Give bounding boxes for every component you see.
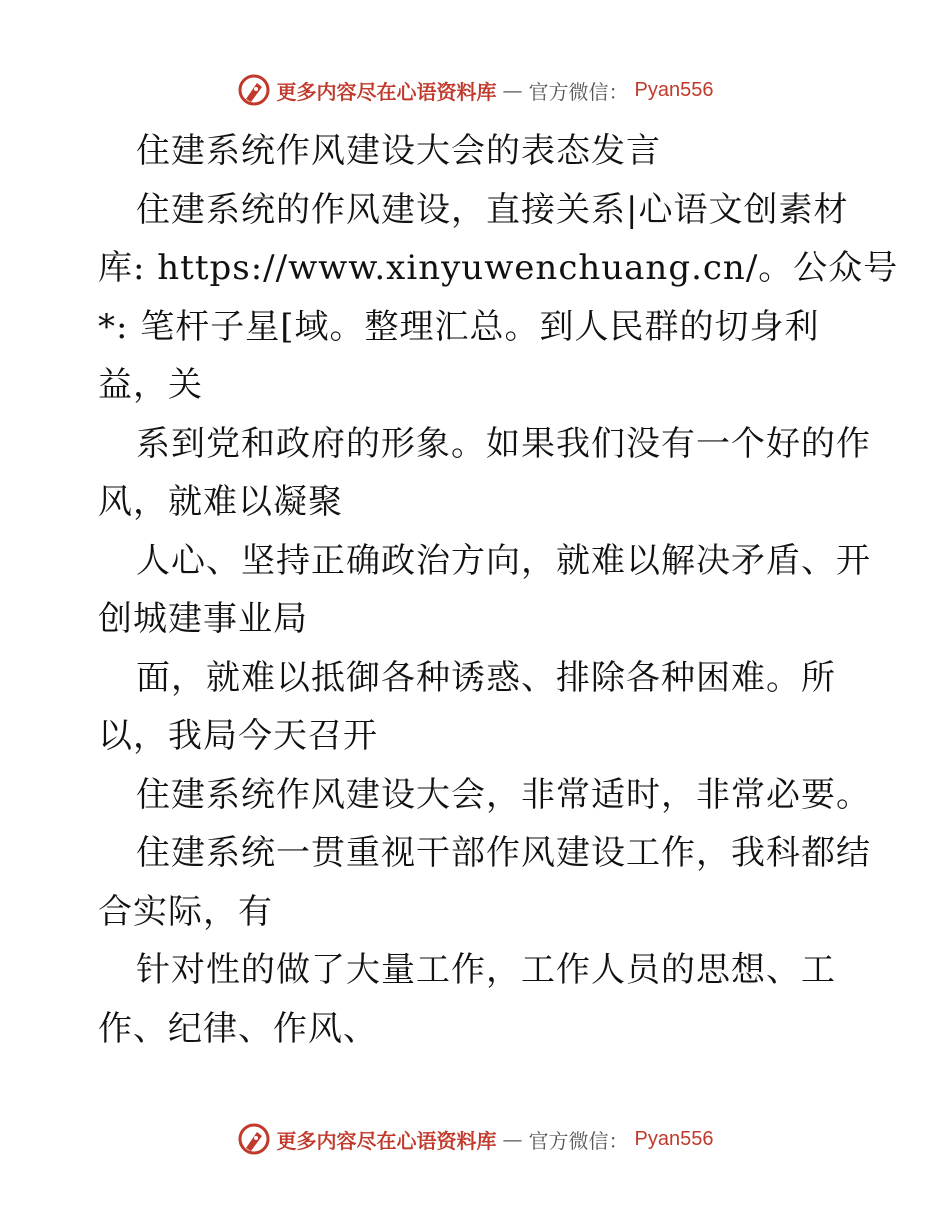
header-wechat-id: Pyan556: [634, 78, 714, 101]
text-line: 库: https://www.xinyuwenchuang.cn/。公众号: [98, 248, 899, 288]
text-line: 合实际，有: [98, 891, 273, 932]
text-line: 住建系统作风建设大会，非常适时，非常必要。: [136, 774, 871, 815]
text-line: 人心、坚持正确政治方向，就难以解决矛盾、开: [136, 540, 871, 581]
text-line: 系到党和政府的形象。如果我们没有一个好的作: [136, 423, 871, 464]
pen-nib-logo-icon: [237, 1122, 271, 1156]
footer-wechat-label: 官方微信：: [528, 1128, 629, 1153]
footer-banner: [0, 1119, 950, 1159]
text-line: 面，就难以抵御各种诱惑、排除各种困难。所: [136, 657, 836, 698]
footer-wechat-id: Pyan556: [634, 1127, 714, 1150]
header-banner-text: 更多内容尽在心语资料库: [276, 79, 497, 104]
text-line: 以，我局今天召开: [98, 716, 378, 756]
document-body: [98, 122, 899, 1058]
text-line: *: 笔杆子星[域。整理汇总。到人民群的切身利: [98, 306, 820, 347]
text-line: 住建系统作风建设大会的表态发言: [136, 131, 661, 171]
footer-banner-inner: [237, 1122, 714, 1156]
text-line: 创城建事业局: [98, 599, 308, 639]
text-line: 住建系统的作风建设，直接关系|心语文创素材: [136, 189, 849, 230]
footer-banner-text: 更多内容尽在心语资料库: [276, 1128, 497, 1153]
footer-banner-dash: —: [502, 1127, 523, 1151]
text-line: 益，关: [98, 365, 203, 405]
header-banner: [0, 70, 950, 110]
text-line: 住建系统一贯重视干部作风建设工作，我科都结: [136, 833, 871, 873]
text-line: 作、纪律、作风、: [98, 1008, 378, 1049]
header-banner-dash: —: [502, 78, 523, 102]
pen-nib-logo-icon: [237, 73, 271, 107]
text-line: 针对性的做了大量工作，工作人员的思想、工: [136, 950, 836, 990]
text-line: 风，就难以凝聚: [98, 482, 343, 522]
header-banner-inner: [237, 73, 714, 107]
header-wechat-label: 官方微信：: [528, 79, 629, 104]
